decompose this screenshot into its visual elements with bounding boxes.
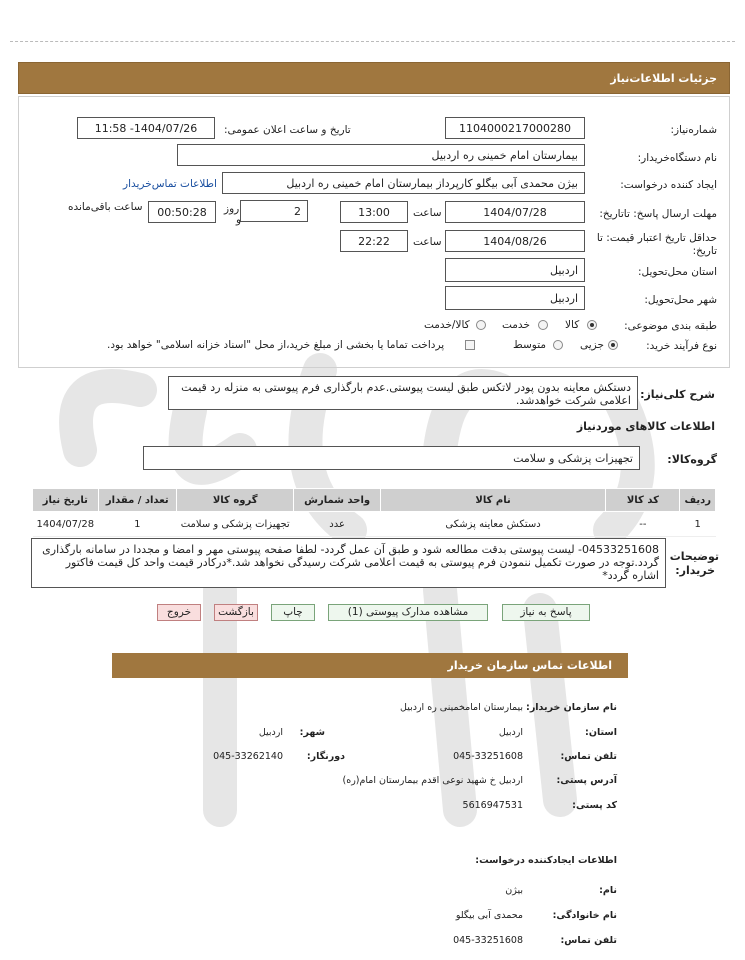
deadline-time-field[interactable]: 13:00 [340, 201, 408, 223]
th-row: ردیف [680, 489, 716, 512]
cell-row: 1 [680, 512, 716, 537]
contact-address-value: اردبیل خ شهید نوعی اقدم بیمارستان امام(ره) [342, 775, 523, 786]
process-label: نوع فرآیند خرید: [646, 340, 717, 352]
contact-phone-label: تلفن تماس: [560, 751, 617, 762]
contact-postal-label: کد پستی: [572, 800, 617, 811]
contact-province-label: استان: [585, 727, 617, 738]
treasury-payment-checkbox[interactable] [465, 340, 475, 350]
category-radio-service[interactable] [538, 320, 548, 330]
validity-label-2: تاریخ: [692, 245, 717, 257]
deadline-label: مهلت ارسال پاسخ: تاتاریخ: [599, 208, 717, 220]
announce-date-field[interactable]: 1404/07/26- 11:58 [77, 117, 215, 139]
days-connector: و [236, 214, 242, 226]
buyer-org-label: نام دستگاه‌خریدار: [637, 152, 717, 164]
city-label: شهر محل‌تحویل: [644, 294, 717, 306]
th-unit: واحد شمارش [294, 489, 380, 512]
contact-org-value: بیمارستان امامخمینی ره اردبیل [400, 702, 523, 713]
goods-info-title: اطلاعات کالاهای موردنیاز [576, 420, 715, 433]
summary-text: دستکش معاینه بدون پودر لاتکس طبق لیست پیوستی.عدم بارگذاری فرم پیوستی به منزله رد قیمت اعلامی شرکت خواهدشد. [168, 376, 638, 410]
buyer-contact-link[interactable]: اطلاعات تماس‌خریدار [123, 178, 217, 190]
attachments-button[interactable]: مشاهده مدارک پیوستی (1) [328, 604, 488, 621]
time-remaining-label: ساعت باقی‌مانده [68, 201, 143, 213]
category-option-both: کالا/خدمت [424, 319, 470, 331]
creator-field[interactable]: بیژن محمدی آبی بیگلو کارپرداز بیمارستان امام خمینی ره اردبیل [222, 172, 585, 194]
th-date: تاریخ نیاز [33, 489, 99, 512]
contact-address-label: آدرس پستی: [556, 775, 617, 786]
contact-fax-value: 045-33262140 [213, 751, 283, 762]
details-header-title: جزئیات اطلاعات‌نیاز [610, 72, 717, 85]
exit-button[interactable]: خروج [157, 604, 201, 621]
creator-first-name-label: نام: [599, 885, 617, 896]
creator-last-name-value: محمدی آبی بیگلو [455, 910, 523, 921]
th-code: کد کالا [606, 489, 680, 512]
category-option-service: خدمت [502, 319, 530, 331]
cell-qty: 1 [98, 512, 176, 537]
goods-table-header [33, 489, 716, 512]
th-qty: تعداد / مقدار [98, 489, 176, 512]
creator-label: ایجاد کننده درخواست: [620, 179, 717, 191]
deadline-date-field[interactable]: 1404/07/28 [445, 201, 585, 223]
creator-first-name-value: بیژن [505, 885, 523, 896]
creator-phone-label: تلفن تماس: [560, 935, 617, 946]
top-divider [10, 41, 735, 42]
details-header [18, 62, 730, 94]
buyer-org-field[interactable]: بیمارستان امام خمینی ره اردبیل [177, 144, 585, 166]
treasury-payment-note: پرداخت تماما یا بخشی از مبلغ خرید،از محل "اسناد خزانه اسلامی" خواهد بود. [107, 339, 445, 351]
process-option-medium: متوسط [513, 339, 546, 351]
creator-phone-value: 045-33251608 [453, 935, 523, 946]
cell-group: تجهیزات پزشکی و سلامت [176, 512, 294, 537]
contact-header-title: اطلاعات تماس سازمان خریدار [447, 659, 612, 672]
summary-label: شرح کلی‌نیاز: [640, 388, 715, 401]
validity-date-field[interactable]: 1404/08/26 [445, 230, 585, 252]
buyer-notes-label: توضیحات [669, 550, 719, 563]
th-group: گروه کالا [176, 489, 294, 512]
goods-group-label: گروه‌کالا: [667, 453, 717, 466]
contact-phone-value: 045-33251608 [453, 751, 523, 762]
category-radio-both[interactable] [476, 320, 486, 330]
city-field[interactable]: اردبیل [445, 286, 585, 310]
buyer-notes-text: 04533251608- لیست پیوستی بدقت مطالعه شود و طبق آن عمل گردد- لطفا صفحه پیوستی مهر و امضا و مجددا در سامانه بارگذاری گردد.توجه در صورت تکمیل ننمودن فرم پیوستی به قیمت اعلامی شرکت رسیدگی نخواهد شد.*درکادر قیمت واحد کل قیمت فاکتور اشاره گردد* [31, 538, 666, 588]
need-number-label: شماره‌نیاز: [670, 124, 717, 136]
province-field[interactable]: اردبیل [445, 258, 585, 282]
deadline-time-label: ساعت [413, 207, 442, 219]
back-button[interactable]: بازگشت [214, 604, 258, 621]
need-number-field[interactable]: 1104000217000280 [445, 117, 585, 139]
process-radio-minor[interactable] [608, 340, 618, 350]
days-remaining-field: 2 [240, 200, 308, 222]
days-label: روز [224, 203, 240, 215]
contact-province-value: اردبیل [498, 727, 523, 738]
goods-group-field[interactable]: تجهیزات پزشکی و سلامت [143, 446, 640, 470]
contact-header [112, 653, 628, 678]
announce-date-label: تاریخ و ساعت اعلان عمومی: [224, 124, 351, 136]
contact-org-label: نام سازمان خریدار: [526, 702, 617, 713]
contact-postal-value: 5616947531 [462, 800, 523, 811]
category-radio-goods[interactable] [587, 320, 597, 330]
creator-last-name-label: نام خانوادگی: [552, 910, 617, 921]
contact-city-value: اردبیل [258, 727, 283, 738]
process-option-minor: جزیی [580, 339, 604, 351]
validity-time-field[interactable]: 22:22 [340, 230, 408, 252]
reply-button[interactable]: پاسخ به نیاز [502, 604, 590, 621]
province-label: استان محل‌تحویل: [637, 266, 717, 278]
contact-fax-label: دورنگار: [306, 751, 345, 762]
cell-date: 1404/07/28 [33, 512, 99, 537]
cell-unit: عدد [294, 512, 380, 537]
goods-table [32, 488, 716, 537]
print-button[interactable]: چاپ [271, 604, 315, 621]
creator-section-title: اطلاعات ایجادکننده درخواست: [475, 855, 617, 866]
cell-name: دستکش معاینه پزشکی [380, 512, 606, 537]
table-row[interactable] [33, 512, 716, 537]
process-radio-medium[interactable] [553, 340, 563, 350]
validity-label: حداقل تاریخ اعتبار قیمت: تا [596, 232, 717, 244]
category-option-goods: کالا [565, 319, 580, 331]
time-remaining-field: 00:50:28 [148, 201, 216, 223]
cell-code: -- [606, 512, 680, 537]
contact-city-label: شهر: [299, 727, 325, 738]
validity-time-label: ساعت [413, 236, 442, 248]
buyer-notes-label-2: خریدار: [675, 564, 715, 577]
th-name: نام کالا [380, 489, 606, 512]
category-label: طبقه بندی موضوعی: [624, 320, 717, 332]
